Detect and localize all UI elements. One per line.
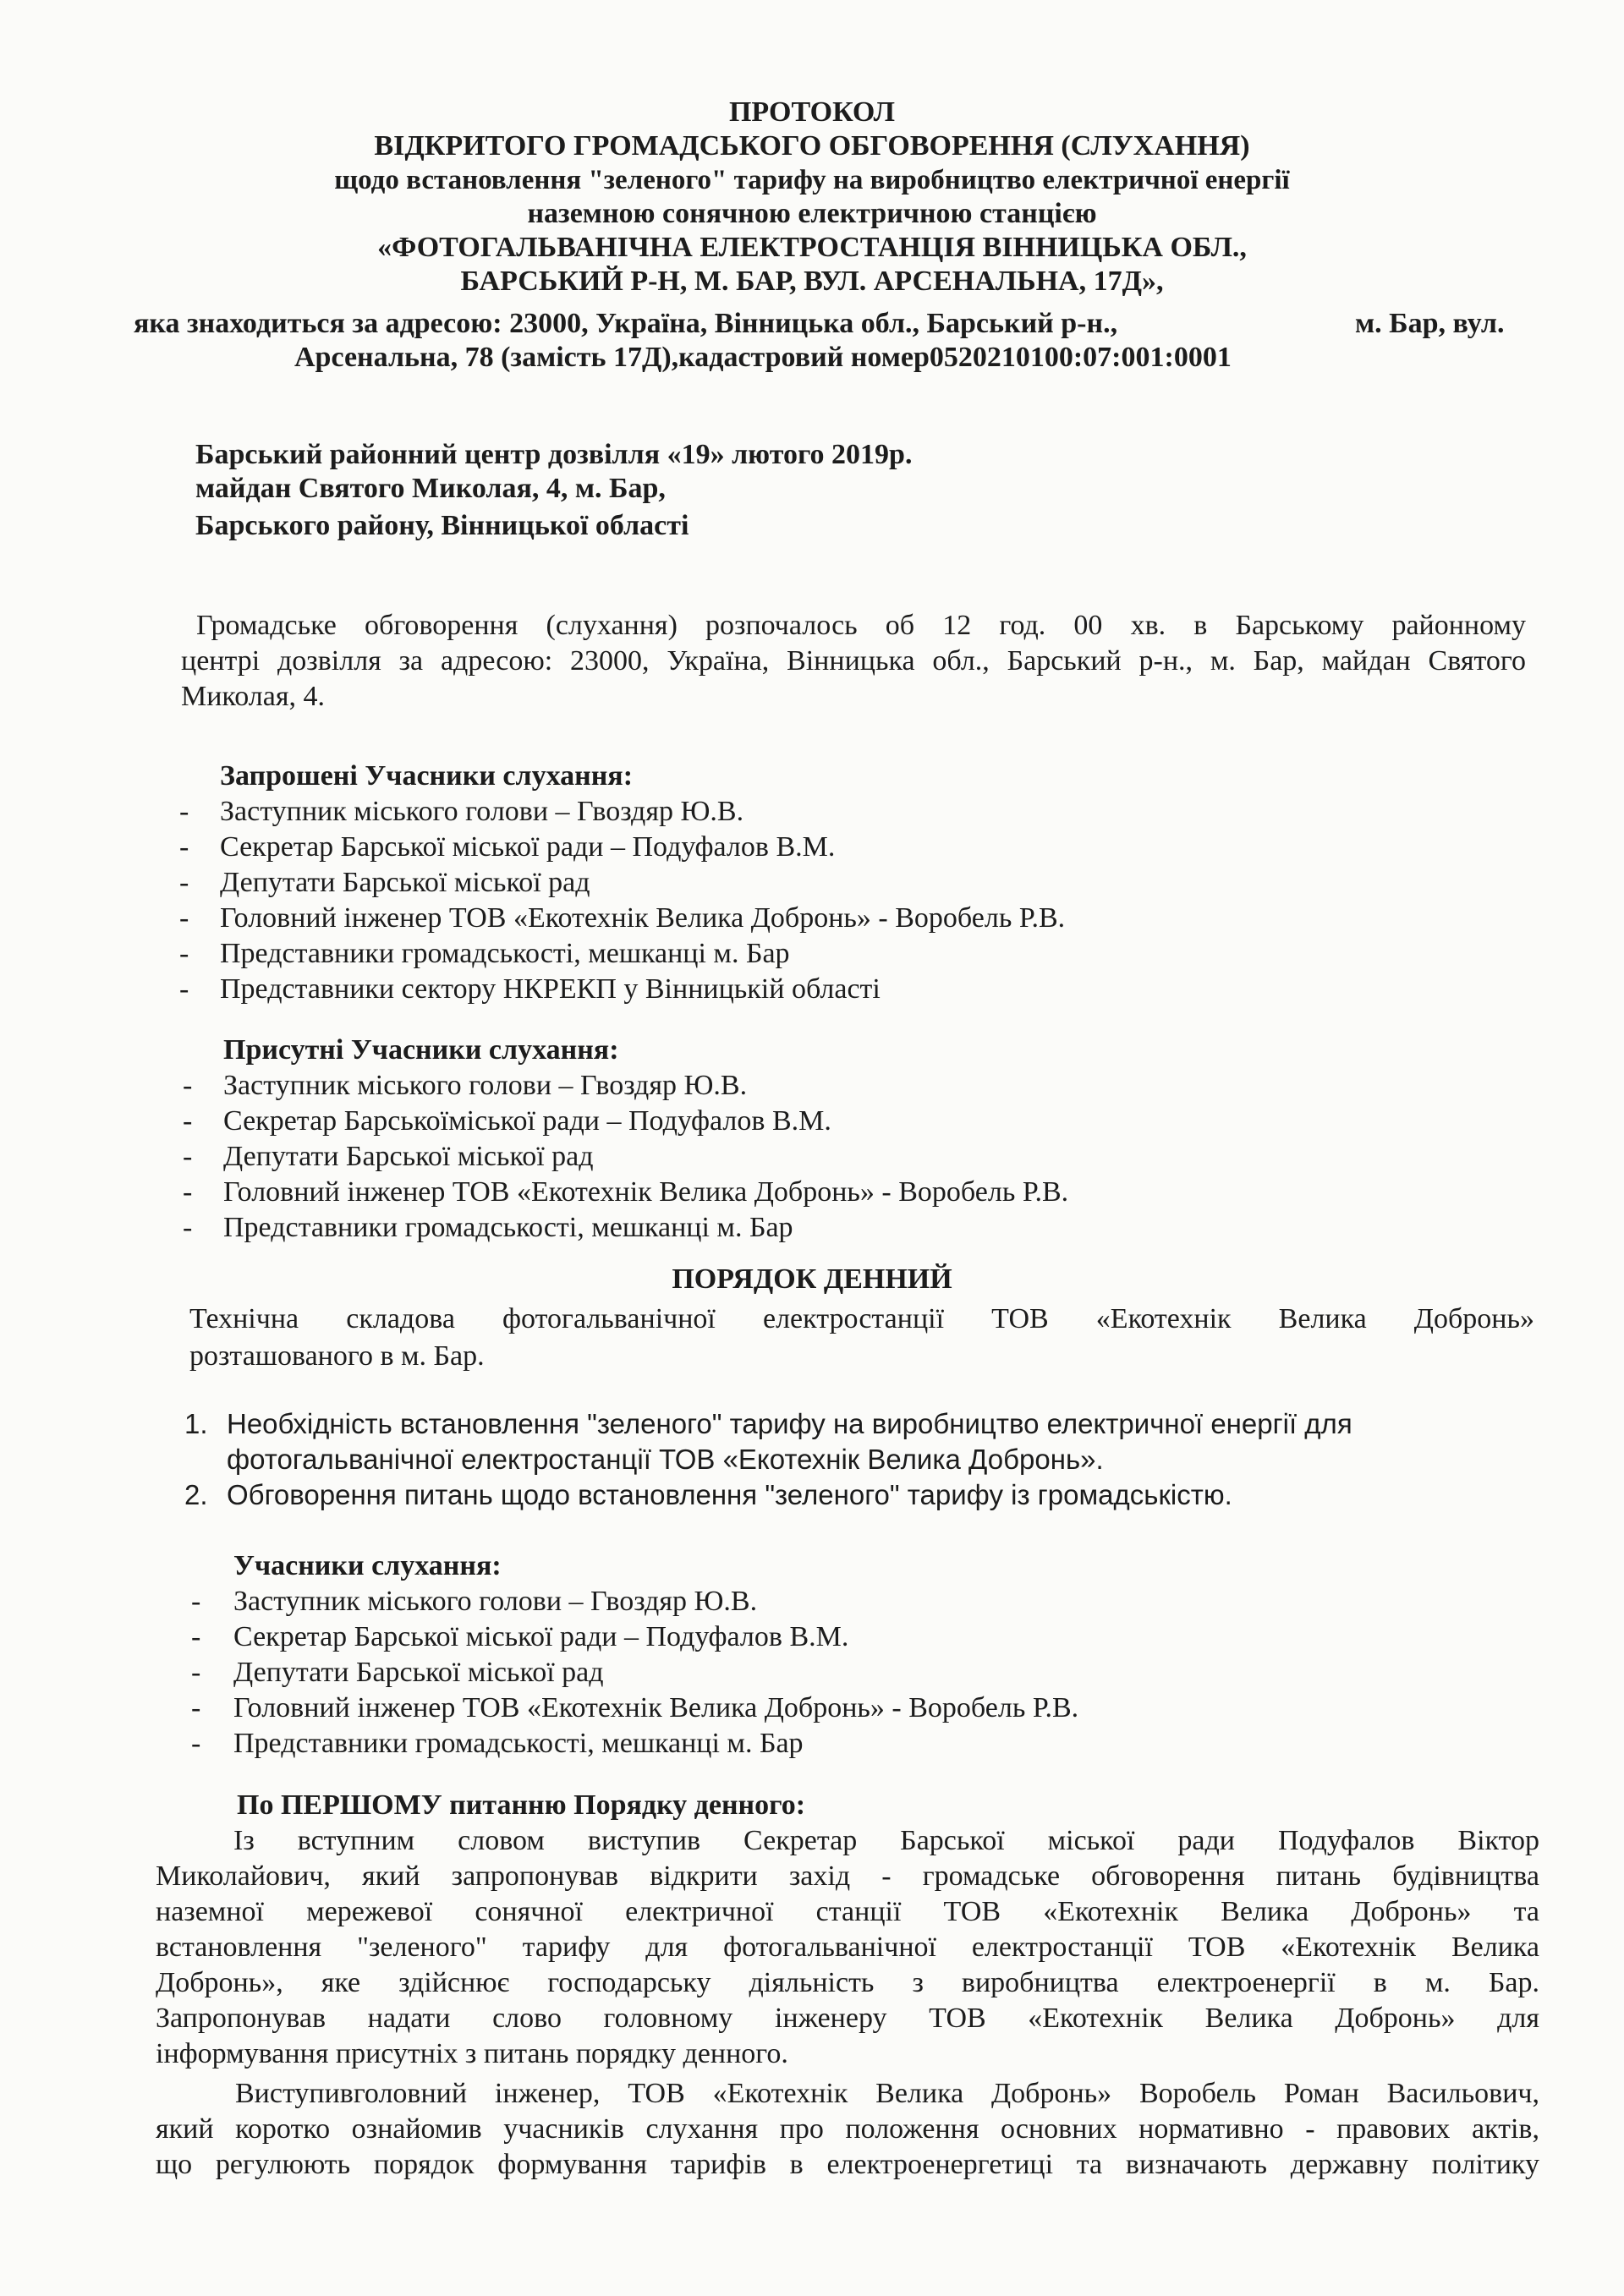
list-dash: - <box>183 1176 193 1208</box>
list-item: Заступник міського голови – Гвоздяр Ю.В. <box>220 796 744 827</box>
list-item: Заступник міського голови – Гвоздяр Ю.В. <box>233 1586 758 1617</box>
list-dash: - <box>183 1105 193 1137</box>
list-dash: - <box>179 867 189 898</box>
agenda-item-number: 1. <box>184 1408 208 1439</box>
title-station-type: наземною сонячною електричною станцією <box>527 198 1097 229</box>
list-item: Депутати Барської міської рад <box>220 867 590 898</box>
list-item: Представники громадськості, мешканці м. Бар <box>233 1728 804 1759</box>
agenda-item-1-line-2: фотогальванічної електростанції ТОВ «Екотехнік Велика Добронь». <box>227 1444 1104 1475</box>
list-item: Представники громадськості, мешканці м. Бар <box>223 1212 793 1243</box>
list-dash: - <box>179 938 189 969</box>
agenda-line-1: Технічна складова фотогальванічної електростанції ТОВ «Екотехнік Велика Добронь» <box>189 1303 1534 1334</box>
list-dash: - <box>179 796 189 827</box>
list-dash: - <box>191 1657 201 1688</box>
paragraph-line: Виступивголовний інженер, ТОВ «Екотехнік Велика Добронь» Воробель Роман Васильович, <box>235 2078 1539 2109</box>
list-dash: - <box>183 1141 193 1172</box>
paragraph-line: встановлення "зеленого" тарифу для фотогальванічної електростанції ТОВ «Екотехнік Велика <box>156 1932 1539 1963</box>
list-dash: - <box>191 1621 201 1652</box>
list-dash: - <box>179 831 189 863</box>
list-dash: - <box>191 1586 201 1617</box>
intro-line-2: центрі дозвілля за адресою: 23000, Україна, Вінницька обл., Барський р-н., м. Бар, майдан Святого <box>181 645 1526 677</box>
place-address: майдан Святого Миколая, 4, м. Бар, <box>195 473 666 504</box>
present-heading: Присутні Учасники слухання: <box>223 1034 619 1066</box>
title-address-1: яка знаходиться за адресою: 23000, Україна, Вінницька обл., Барський р-н., <box>134 308 1118 339</box>
title-hearing: ВІДКРИТОГО ГРОМАДСЬКОГО ОБГОВОРЕННЯ (СЛУХАННЯ) <box>374 130 1250 162</box>
list-item: Головний інженер ТОВ «Екотехнік Велика Добронь» - Воробель Р.В. <box>233 1692 1079 1723</box>
list-item: Представники громадськості, мешканці м. Бар <box>220 938 790 969</box>
list-item: Заступник міського голови – Гвоздяр Ю.В. <box>223 1070 748 1101</box>
list-dash: - <box>179 973 189 1005</box>
paragraph-line: інформування присутніх з питань порядку денного. <box>156 2038 788 2069</box>
place-region: Барського району, Вінницької області <box>195 510 689 541</box>
paragraph-line: який коротко ознайомив учасників слухання про положення основних нормативно - правових актів, <box>156 2113 1539 2145</box>
intro-line-3: Миколая, 4. <box>181 681 325 712</box>
list-dash: - <box>191 1728 201 1759</box>
title-address-2: Арсенальна, 78 (замість 17Д),кадастровий номер0520210100:07:001:0001 <box>294 342 1232 373</box>
list-dash: - <box>191 1692 201 1723</box>
first-question-heading: По ПЕРШОМУ питанню Порядку денного: <box>237 1789 806 1821</box>
paragraph-line: Добронь», яке здійснює господарську діяльність з виробництва електроенергії в м. Бар. <box>156 1967 1539 1998</box>
place-date: Барський районний центр дозвілля «19» лютого 2019р. <box>195 439 913 470</box>
participants-heading: Учасники слухання: <box>233 1550 502 1581</box>
list-dash: - <box>183 1212 193 1243</box>
list-item: Головний інженер ТОВ «Екотехнік Велика Добронь» - Воробель Р.В. <box>220 902 1066 934</box>
agenda-heading: ПОРЯДОК ДЕННИЙ <box>672 1263 952 1295</box>
paragraph-line: Із вступним словом виступив Секретар Барської міської ради Подуфалов Віктор <box>233 1825 1539 1856</box>
title-station-name-1: «ФОТОГАЛЬВАНІЧНА ЕЛЕКТРОСТАНЦІЯ ВІННИЦЬКА ОБЛ., <box>377 232 1247 263</box>
list-item: Депутати Барської міської рад <box>223 1141 594 1172</box>
invited-heading: Запрошені Учасники слухання: <box>220 760 634 792</box>
paragraph-line: що регулюють порядок формування тарифів в електроенергетиці та визначають державну політику <box>156 2149 1539 2180</box>
agenda-line-2: розташованого в м. Бар. <box>189 1340 485 1372</box>
list-item: Секретар Барської міської ради – Подуфалов В.М. <box>220 831 836 863</box>
list-item: Головний інженер ТОВ «Екотехнік Велика Добронь» - Воробель Р.В. <box>223 1176 1069 1208</box>
agenda-item-2-line-1: Обговорення питань щодо встановлення "зеленого" тарифу із громадськістю. <box>227 1479 1232 1510</box>
paragraph-line: Запропонував надати слово головному інженеру ТОВ «Екотехнік Велика Добронь» для <box>156 2003 1539 2034</box>
paragraph-line: наземної мережевої сонячної електричної станції ТОВ «Екотехнік Велика Добронь» та <box>156 1896 1539 1927</box>
title-protocol: ПРОТОКОЛ <box>728 96 896 128</box>
list-item: Депутати Барської міської рад <box>233 1657 604 1688</box>
paragraph-line: Миколайович, який запропонував відкрити захід - громадське обговорення питань будівництва <box>156 1860 1539 1892</box>
list-item: Секретар Барської міської ради – Подуфалов В.М. <box>233 1621 849 1652</box>
agenda-item-number: 2. <box>184 1479 208 1510</box>
title-station-name-2: БАРСЬКИЙ Р-Н, М. БАР, ВУЛ. АРСЕНАЛЬНА, 17Д», <box>460 266 1164 297</box>
list-dash: - <box>183 1070 193 1101</box>
list-dash: - <box>179 902 189 934</box>
intro-line-1: Громадське обговорення (слухання) розпочалось об 12 год. 00 хв. в Барському районному <box>196 610 1526 641</box>
title-address-1b: м. Бар, вул. <box>1355 308 1505 339</box>
list-item: Секретар Барськоїміської ради – Подуфалов В.М. <box>223 1105 831 1137</box>
list-item: Представники сектору НКРЕКП у Вінницькій області <box>220 973 881 1005</box>
title-purpose: щодо встановлення "зеленого" тарифу на виробництво електричної енергії <box>334 165 1290 195</box>
agenda-item-1-line-1: Необхідність встановлення "зеленого" тарифу на виробництво електричної енергії для <box>227 1408 1352 1439</box>
